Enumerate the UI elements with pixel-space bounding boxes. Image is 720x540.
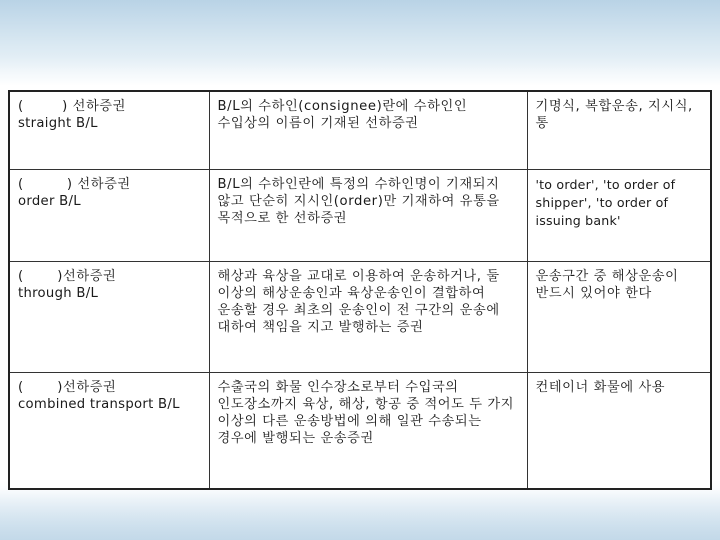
term-english: through B/L bbox=[18, 286, 99, 301]
note-cell: 운송구간 중 해상운송이 반드시 있어야 한다 bbox=[527, 262, 711, 373]
term-cell bbox=[9, 91, 209, 170]
footer-background bbox=[0, 488, 720, 540]
term-cell bbox=[9, 262, 209, 373]
table-row bbox=[9, 170, 711, 262]
term-english: order B/L bbox=[18, 194, 81, 209]
description-cell: 수출국의 화물 인수장소로부터 수입국의 인도장소까지 육상, 해상, 항공 중 적어도 두 가지 이상의 다른 운송방법에 의해 일관 수송되는 경우에 발행되는 운송증권 bbox=[209, 373, 527, 490]
table-row bbox=[9, 262, 711, 373]
bl-types-table bbox=[8, 90, 712, 490]
term-korean: ( ) 선하증권 bbox=[18, 177, 131, 192]
table-row bbox=[9, 373, 711, 490]
note-cell: 기명식, 복합운송, 지시식, 통 bbox=[527, 91, 711, 170]
term-cell bbox=[9, 373, 209, 490]
header-background bbox=[0, 0, 720, 86]
table-row bbox=[9, 91, 711, 170]
note-cell: 컨테이너 화물에 사용 bbox=[527, 373, 711, 490]
description-cell: 해상과 육상을 교대로 이용하여 운송하거나, 둘 이상의 해상운송인과 육상운송인이 결합하여 운송할 경우 최초의 운송인이 전 구간의 운송에 대하여 책임을 지고 발행하는 증권 bbox=[209, 262, 527, 373]
term-korean: ( )선하증권 bbox=[18, 269, 117, 284]
term-korean: ( )선하증권 bbox=[18, 380, 117, 395]
term-english: straight B/L bbox=[18, 116, 98, 131]
note-cell bbox=[527, 170, 711, 262]
term-korean: ( ) 선하증권 bbox=[18, 99, 126, 114]
term-english: combined transport B/L bbox=[18, 397, 180, 412]
note-text: 'to order', 'to order of shipper', 'to order of issuing bank' bbox=[535, 177, 676, 228]
description-cell: B/L의 수하인(consignee)란에 수하인인 수입상의 이름이 기재된 선하증권 bbox=[209, 91, 527, 170]
term-cell bbox=[9, 170, 209, 262]
description-cell: B/L의 수하인란에 특정의 수하인명이 기재되지 않고 단순히 지시인(order)만 기재하여 유통을 목적으로 한 선하증권 bbox=[209, 170, 527, 262]
